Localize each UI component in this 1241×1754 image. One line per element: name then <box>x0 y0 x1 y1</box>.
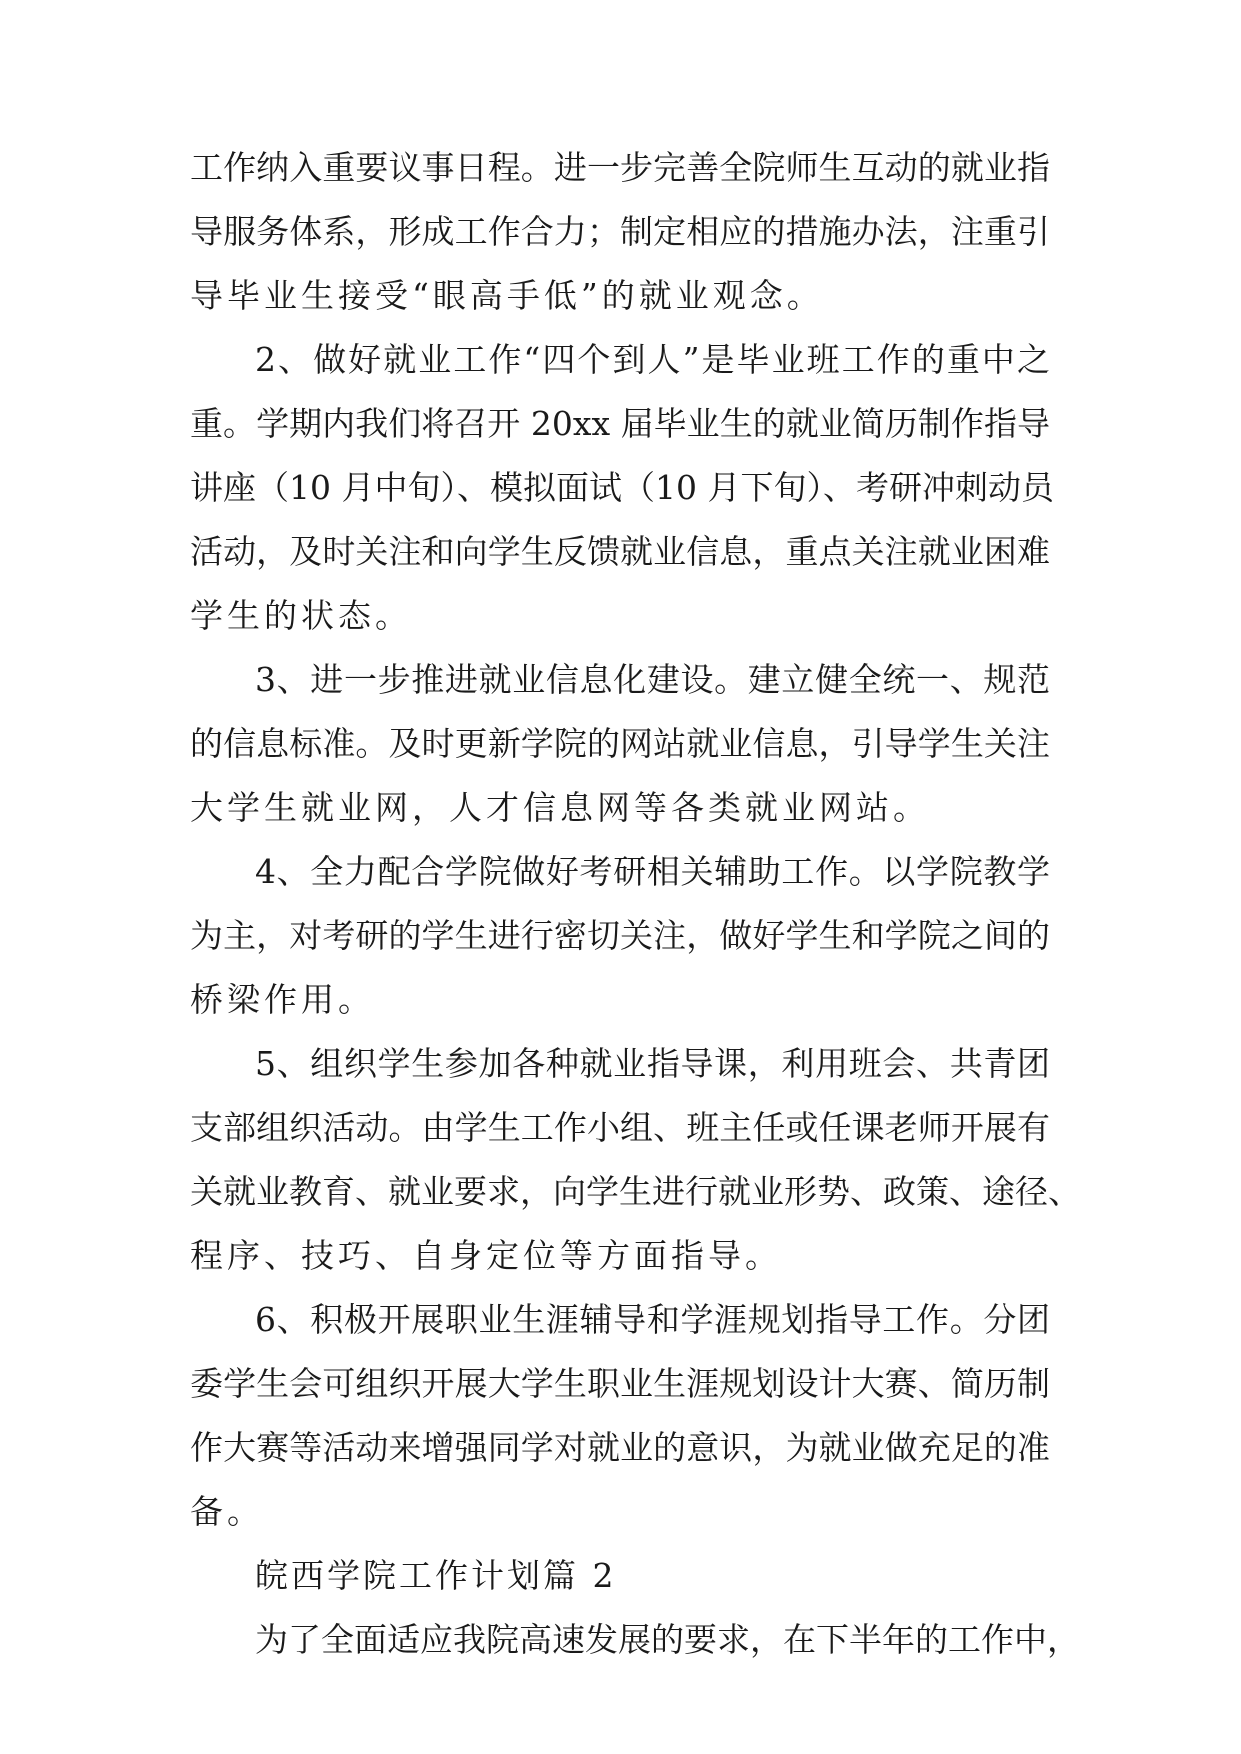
paragraph-line: 活动，及时关注和向学生反馈就业信息，重点关注就业困难 <box>190 532 1050 571</box>
paragraph-line: 作大赛等活动来增强同学对就业的意识，为就业做充足的准 <box>190 1428 1050 1467</box>
paragraph-line: 为主，对考研的学生进行密切关注，做好学生和学院之间的 <box>190 916 1050 955</box>
paragraph-line: 讲座（10 月中旬）、模拟面试（10 月下旬）、考研冲刺动员 <box>190 468 1054 507</box>
paragraph-line: 3、进一步推进就业信息化建设。建立健全统一、规范 <box>255 660 1050 699</box>
paragraph-line: 2、做好就业工作“四个到人”是毕业班工作的重中之 <box>255 340 1050 379</box>
paragraph-line: 的信息标准。及时更新学院的网站就业信息，引导学生关注 <box>190 724 1050 763</box>
paragraph-line: 支部组织活动。由学生工作小组、班主任或任课老师开展有 <box>190 1108 1050 1147</box>
paragraph-line: 桥梁作用。 <box>190 980 375 1019</box>
paragraph-line: 导毕业生接受“眼高手低”的就业观念。 <box>190 276 824 315</box>
paragraph-line: 委学生会可组织开展大学生职业生涯规划设计大赛、简历制 <box>190 1364 1050 1403</box>
paragraph-line: 5、组织学生参加各种就业指导课，利用班会、共青团 <box>255 1044 1050 1083</box>
paragraph-line: 重。学期内我们将召开 20xx 届毕业生的就业简历制作指导 <box>190 404 1050 443</box>
section-heading: 皖西学院工作计划篇 2 <box>255 1556 617 1595</box>
paragraph-line: 大学生就业网，人才信息网等各类就业网站。 <box>190 788 930 827</box>
paragraph-line: 为了全面适应我院高速发展的要求，在下半年的工作中， <box>255 1620 1080 1659</box>
paragraph-line: 学生的状态。 <box>190 596 412 635</box>
paragraph-line: 导服务体系，形成工作合力；制定相应的措施办法，注重引 <box>190 212 1050 251</box>
paragraph-line: 程序、技巧、自身定位等方面指导。 <box>190 1236 782 1275</box>
paragraph-line: 关就业教育、就业要求，向学生进行就业形势、政策、途径、 <box>190 1172 1081 1211</box>
paragraph-line: 工作纳入重要议事日程。进一步完善全院师生互动的就业指 <box>190 148 1050 187</box>
paragraph-line: 备。 <box>190 1492 264 1531</box>
paragraph-line: 6、积极开展职业生涯辅导和学涯规划指导工作。分团 <box>255 1300 1050 1339</box>
paragraph-line: 4、全力配合学院做好考研相关辅助工作。以学院教学 <box>255 852 1050 891</box>
